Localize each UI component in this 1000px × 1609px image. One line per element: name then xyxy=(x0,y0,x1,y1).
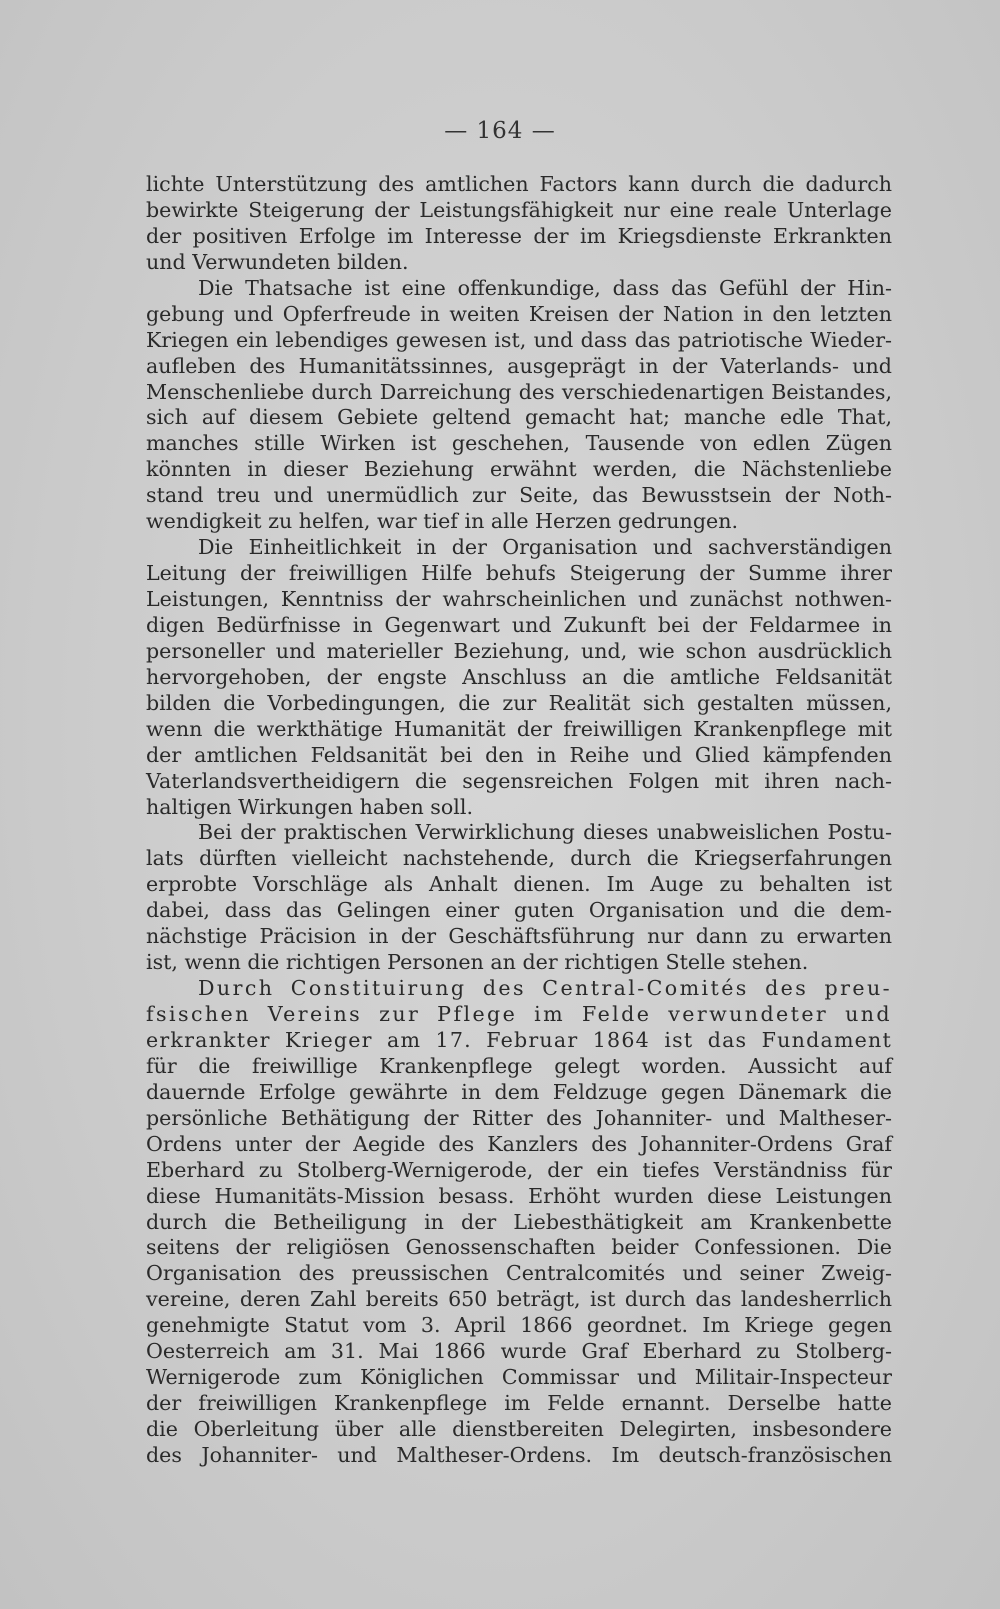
text-line: personeller und materieller Beziehung, und, wie schon ausdrücklich xyxy=(146,638,892,663)
text-line: Leitung der freiwilligen Hilfe behufs Steigerung der Summe ihrer xyxy=(146,561,892,586)
text-line: sich auf diesem Gebiete geltend gemacht hat; manche edle That, xyxy=(146,405,892,430)
text-line: und Verwundeten bilden. xyxy=(146,249,409,274)
text-line: des Johanniter- und Maltheser-Ordens. Im deutsch-französischen xyxy=(146,1442,892,1467)
text-line: bewirkte Steigerung der Leistungsfähigkeit nur eine reale Unterlage xyxy=(146,197,892,222)
body-text xyxy=(146,172,892,1469)
text-line: Organisation des preussischen Centralcomités und seiner Zweig- xyxy=(146,1261,892,1286)
text-line: erprobte Vorschläge als Anhalt dienen. Im Auge zu behalten ist xyxy=(146,872,892,897)
text-line: Die Thatsache ist eine offenkundige, dass das Gefühl der Hin- xyxy=(198,275,892,300)
text-line: Bei der praktischen Verwirklichung dieses unabweislichen Postu- xyxy=(198,820,892,845)
text-line: erkrankter Krieger am 17. Februar 1864 ist das Fundament xyxy=(146,1027,892,1052)
text-line: Leistungen, Kenntniss der wahrscheinlichen und zunächst nothwen- xyxy=(146,587,892,611)
text-line: genehmigte Statut vom 3. April 1866 geordnet. Im Kriege gegen xyxy=(146,1313,892,1338)
text-line: persönliche Bethätigung der Ritter des Johanniter- und Maltheser- xyxy=(146,1105,892,1130)
page-number: — 164 — xyxy=(444,118,556,144)
text-line: dabei, dass das Gelingen einer guten Organisation und die dem- xyxy=(146,898,892,923)
text-line: Ordens unter der Aegide des Kanzlers des Johanniter-Ordens Graf xyxy=(146,1131,892,1156)
text-line: könnten in dieser Beziehung erwähnt werden, die Nächstenliebe xyxy=(146,457,892,482)
text-line: manches stille Wirken ist geschehen, Tausende von edlen Zügen xyxy=(146,431,892,456)
text-line: hervorgehoben, der engste Anschluss an die amtliche Feldsanität xyxy=(146,664,892,689)
text-line: Eberhard zu Stolberg-Wernigerode, der ein tiefes Verständniss für xyxy=(146,1157,892,1182)
text-line: vereine, deren Zahl bereits 650 beträgt, ist durch das landesherrlich xyxy=(146,1287,892,1312)
text-line: ist, wenn die richtigen Personen an der richtigen Stelle stehen. xyxy=(146,950,809,975)
text-line: lats dürften vielleicht nachstehende, durch die Kriegserfahrungen xyxy=(146,846,892,871)
text-line: diese Humanitäts-Mission besass. Erhöht wurden diese Leistungen xyxy=(146,1183,892,1208)
text-line: Die Einheitlichkeit in der Organisation und sachverständigen xyxy=(198,535,892,560)
text-line: digen Bedürfnisse in Gegenwart und Zukunft bei der Feldarmee in xyxy=(146,612,892,637)
text-line: dauernde Erfolge gewährte in dem Feldzuge gegen Dänemark die xyxy=(146,1079,892,1104)
text-line: Wernigerode zum Königlichen Commissar und Militair-Inspecteur xyxy=(146,1365,892,1390)
text-line: nächstige Präcision in der Geschäftsführung nur dann zu erwarten xyxy=(146,924,892,949)
text-line: fsischen Vereins zur Pflege im Felde verwundeter und xyxy=(146,1002,892,1026)
text-line: für die freiwillige Krankenpflege gelegt worden. Aussicht auf xyxy=(146,1053,892,1078)
text-line: Kriegen ein lebendiges gewesen ist, und dass das patriotische Wieder- xyxy=(146,327,892,352)
text-line: lichte Unterstützung des amtlichen Factors kann durch die dadurch xyxy=(146,172,892,196)
text-line: durch die Betheiligung in der Liebesthätigkeit am Krankenbette xyxy=(146,1209,892,1234)
text-line: der amtlichen Feldsanität bei den in Reihe und Glied kämpfenden xyxy=(146,742,892,767)
text-line: Oesterreich am 31. Mai 1866 wurde Graf Eberhard zu Stolberg- xyxy=(146,1339,892,1364)
text-line: Vaterlandsvertheidigern die segensreichen Folgen mit ihren nach- xyxy=(146,768,892,793)
text-line: seitens der religiösen Genossenschaften beider Confessionen. Die xyxy=(146,1235,892,1260)
text-line: Menschenliebe durch Darreichung des verschiedenartigen Beistandes, xyxy=(146,379,892,404)
text-line: stand treu und unermüdlich zur Seite, das Bewusstsein der Noth- xyxy=(146,483,892,508)
text-line: haltigen Wirkungen haben soll. xyxy=(146,794,473,819)
text-line: bilden die Vorbedingungen, die zur Realität sich gestalten müssen, xyxy=(146,690,892,715)
text-line: gebung und Opferfreude in weiten Kreisen der Nation in den letzten xyxy=(146,301,892,326)
text-line: wenn die werkthätige Humanität der freiwilligen Krankenpflege mit xyxy=(146,716,892,741)
text-line: der positiven Erfolge im Interesse der im Kriegsdienste Erkrankten xyxy=(146,223,892,248)
text-line: der freiwilligen Krankenpflege im Felde ernannt. Derselbe hatte xyxy=(146,1391,892,1416)
text-line: aufleben des Humanitätssinnes, ausgeprägt in der Vaterlands- und xyxy=(146,353,892,378)
text-line: wendigkeit zu helfen, war tief in alle Herzen gedrungen. xyxy=(146,509,738,534)
text-line: Durch Constituirung des Central-Comités des preu- xyxy=(198,976,892,1001)
text-line: die Oberleitung über alle dienstbereiten Delegirten, insbesondere xyxy=(146,1417,892,1441)
